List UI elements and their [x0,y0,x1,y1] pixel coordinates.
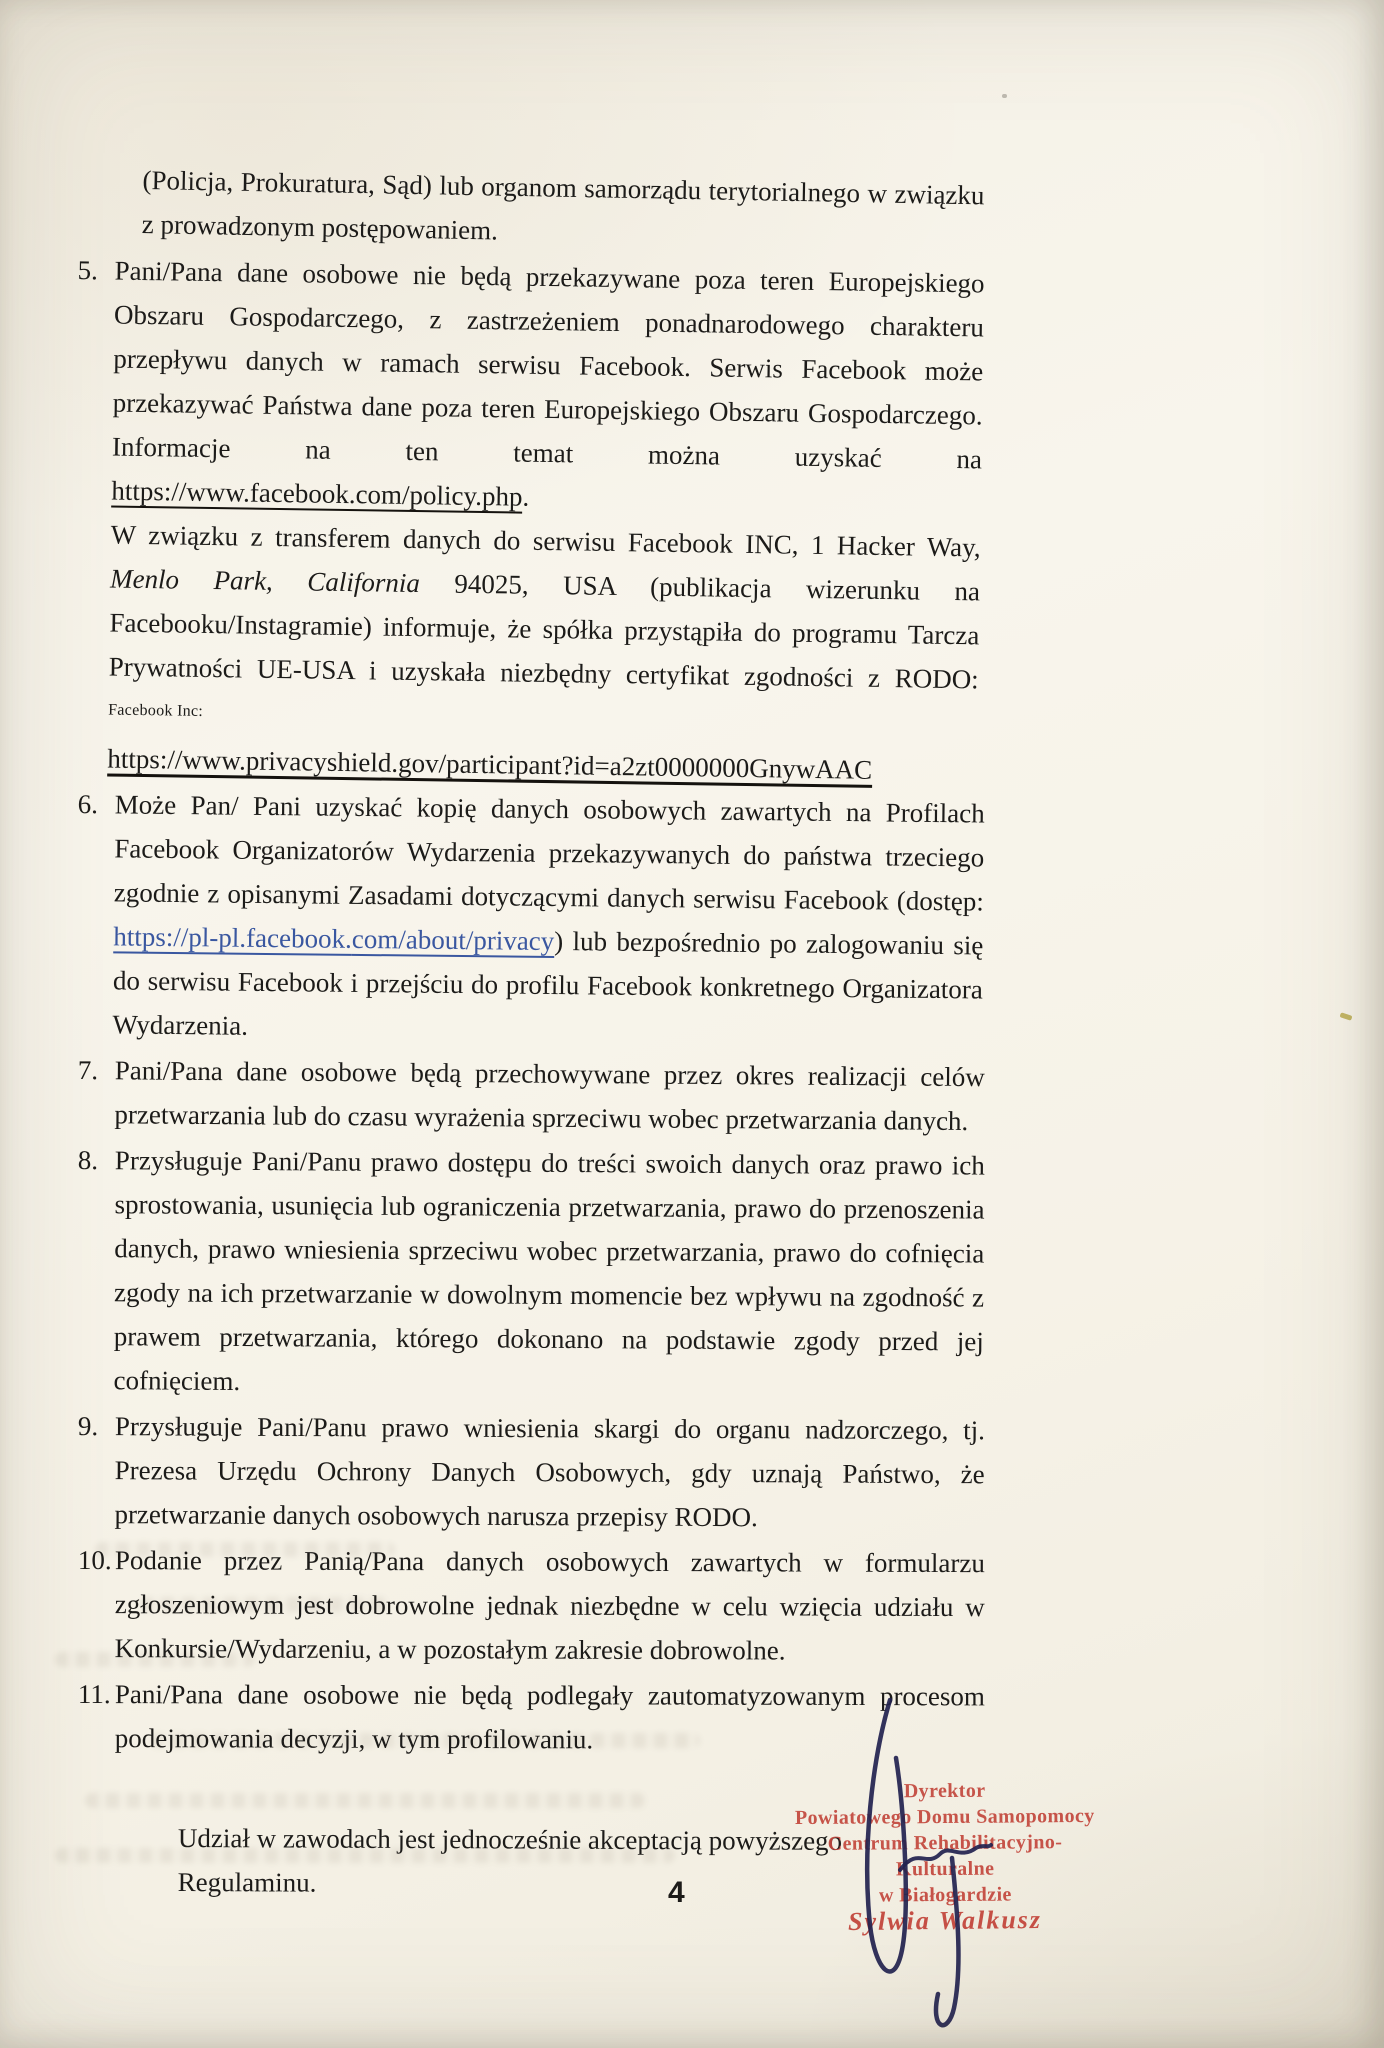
item-text [115,1679,985,1754]
list-item-11 [78,1672,985,1762]
item-number: 6. [77,788,99,820]
signature-stroke-loop [867,1700,906,1972]
item-number: 7. [77,1054,99,1086]
item-text [114,1055,985,1136]
hyperlink[interactable]: https://pl-pl.facebook. [113,921,352,954]
paper-speck [1340,1012,1353,1020]
paragraph-continuation: (Policja, Prokuratura, Sąd) lub organom samorządu terytorialnego w związku z prowadzonym postępowaniem. [141,164,985,246]
hyperlink[interactable]: https://www.facebook.com/policy.php [111,475,523,512]
item-text [115,1545,985,1665]
text-segment: Pani/Pana dane osobowe nie będą podlegały zautomatyzowanym procesom podejmowania decyzji, w tym profilowaniu. [114,1679,985,1755]
text-segment: Pani/Pana dane osobowe będą przechowywane przez okres realizacji celów przetwarzania lub do czasu wyrażenia sprzeciwu wobec przetwarzania danych. [114,1055,985,1136]
list-item-10 [78,1538,985,1673]
item-number: 8. [77,1144,99,1176]
document-body [78,158,985,1904]
stamp-line: Dyrektor [903,1779,986,1803]
hyperlink[interactable]: com/about/privacy [351,923,555,956]
item-number: 10. [77,1545,112,1576]
list-item-6 [75,782,985,1055]
text-segment: Menlo Park, California [109,563,421,599]
text-segment: Podanie przez Panią/Pana danych osobowych zawartych w formularzu zgłoszeniowym jest dobrowolne jednak niezbędne w celu wzięcia udziału w Konkursie/Wydarzeniu, a w pozostałym zakresie dobrowolne. [114,1545,985,1666]
list-item-7 [77,1048,985,1143]
text-segment: Pani/Pana dane osobowe nie będą przekazywane poza teren Europejskiego Obszaru Gospodarczego, z zastrzeżeniem ponadnarodowego charakteru przepływu danych w ramach serwisu Facebook. Serwis Facebook może przekazywać Państwa dane poza teren Europejskiego Obszaru Gospodarczego. Informacje na ten temat można uzyskać na [111,255,985,475]
closing-statement: Udział w zawodach jest jednocześnie akceptacją powyższego Regulaminu. [177,1822,843,1898]
item-text [107,256,985,785]
item-number: 11. [77,1679,111,1710]
text-segment: W związku z transferem danych do serwisu Facebook INC, 1 Hacker Way, [110,519,981,563]
text-segment: ) lub bezpośrednio po zalogowaniu się do serwisu Facebook i przejściu do profilu Facebook konkretnego Organizatora Wydarzenia. [112,925,984,1041]
text-segment: 94025, USA (publikacja wizerunku na Facebooku/Instagramie) informuje, że spółka przystąpiła do programu Tarcza Prywatności UE-USA i uzyskała niezbędny certyfikat zgodności z RODO: [108,568,981,695]
stamp-signer-name: Sylwia Walkusz [847,1904,1043,1937]
list-item-8 [76,1138,985,1408]
signature-stroke-squiggle [900,1845,991,1870]
text-segment: Przysługuje Pani/Panu prawo dostępu do treści swoich danych oraz prawo ich sprostowania, usunięcia lub ograniczenia przetwarzania, prawo do przenoszenia danych, prawo wniesienia sprzeciwu wobec przetwarzania, prawo do cofnięcia zgody na ich przetwarzanie w dowolnym momencie bez wpływu na zgodność z prawem przetwarzania, którego dokonano na podstawie zgody przed jej cofnięciem. [113,1145,985,1396]
stamp-line: Powiatowego Domu Samopomocy [794,1804,1095,1830]
text-segment: Może Pan/ Pani uzyskać kopię danych osobowych zawartych na Profilach Facebook Organizatorów Wydarzenia przekazywanych do państwa trzeciego zgodnie z opisanymi Zasadami dotyczącymi danych serwisu Facebook (dostęp: [113,789,985,917]
paper-speck [1002,94,1007,98]
text-segment: Przysługuje Pani/Panu prawo wniesienia skargi do organu nadzorczego, tj. Prezesa Urzędu Ochrony Danych Osobowych, gdy uznają Państwo, że przetwarzanie danych osobowych narusza przepisy RODO. [114,1411,985,1533]
stamp-line: w Białogardzie [878,1883,1012,1907]
signature-stroke-tail [936,1858,958,2025]
item-number: 5. [77,254,99,286]
text-segment: . [522,481,530,512]
list-item-9 [77,1404,985,1540]
item-text [112,789,985,1040]
item-number: 9. [77,1410,99,1442]
list-item-5 [70,248,985,793]
stamp-line: Centrum Rehabilitacyjno-Kulturalne [827,1831,1063,1881]
item-text [114,1411,985,1532]
handwritten-signature [858,1688,1018,2048]
item-text [113,1145,985,1396]
numbered-list [78,248,985,1760]
page-number: 4 [668,1876,685,1909]
hyperlink[interactable]: https://www.privacyshield.gov/participant?id=a2zt0000000GnywAAC [107,743,872,787]
text-segment: Facebook Inc: [108,701,204,720]
